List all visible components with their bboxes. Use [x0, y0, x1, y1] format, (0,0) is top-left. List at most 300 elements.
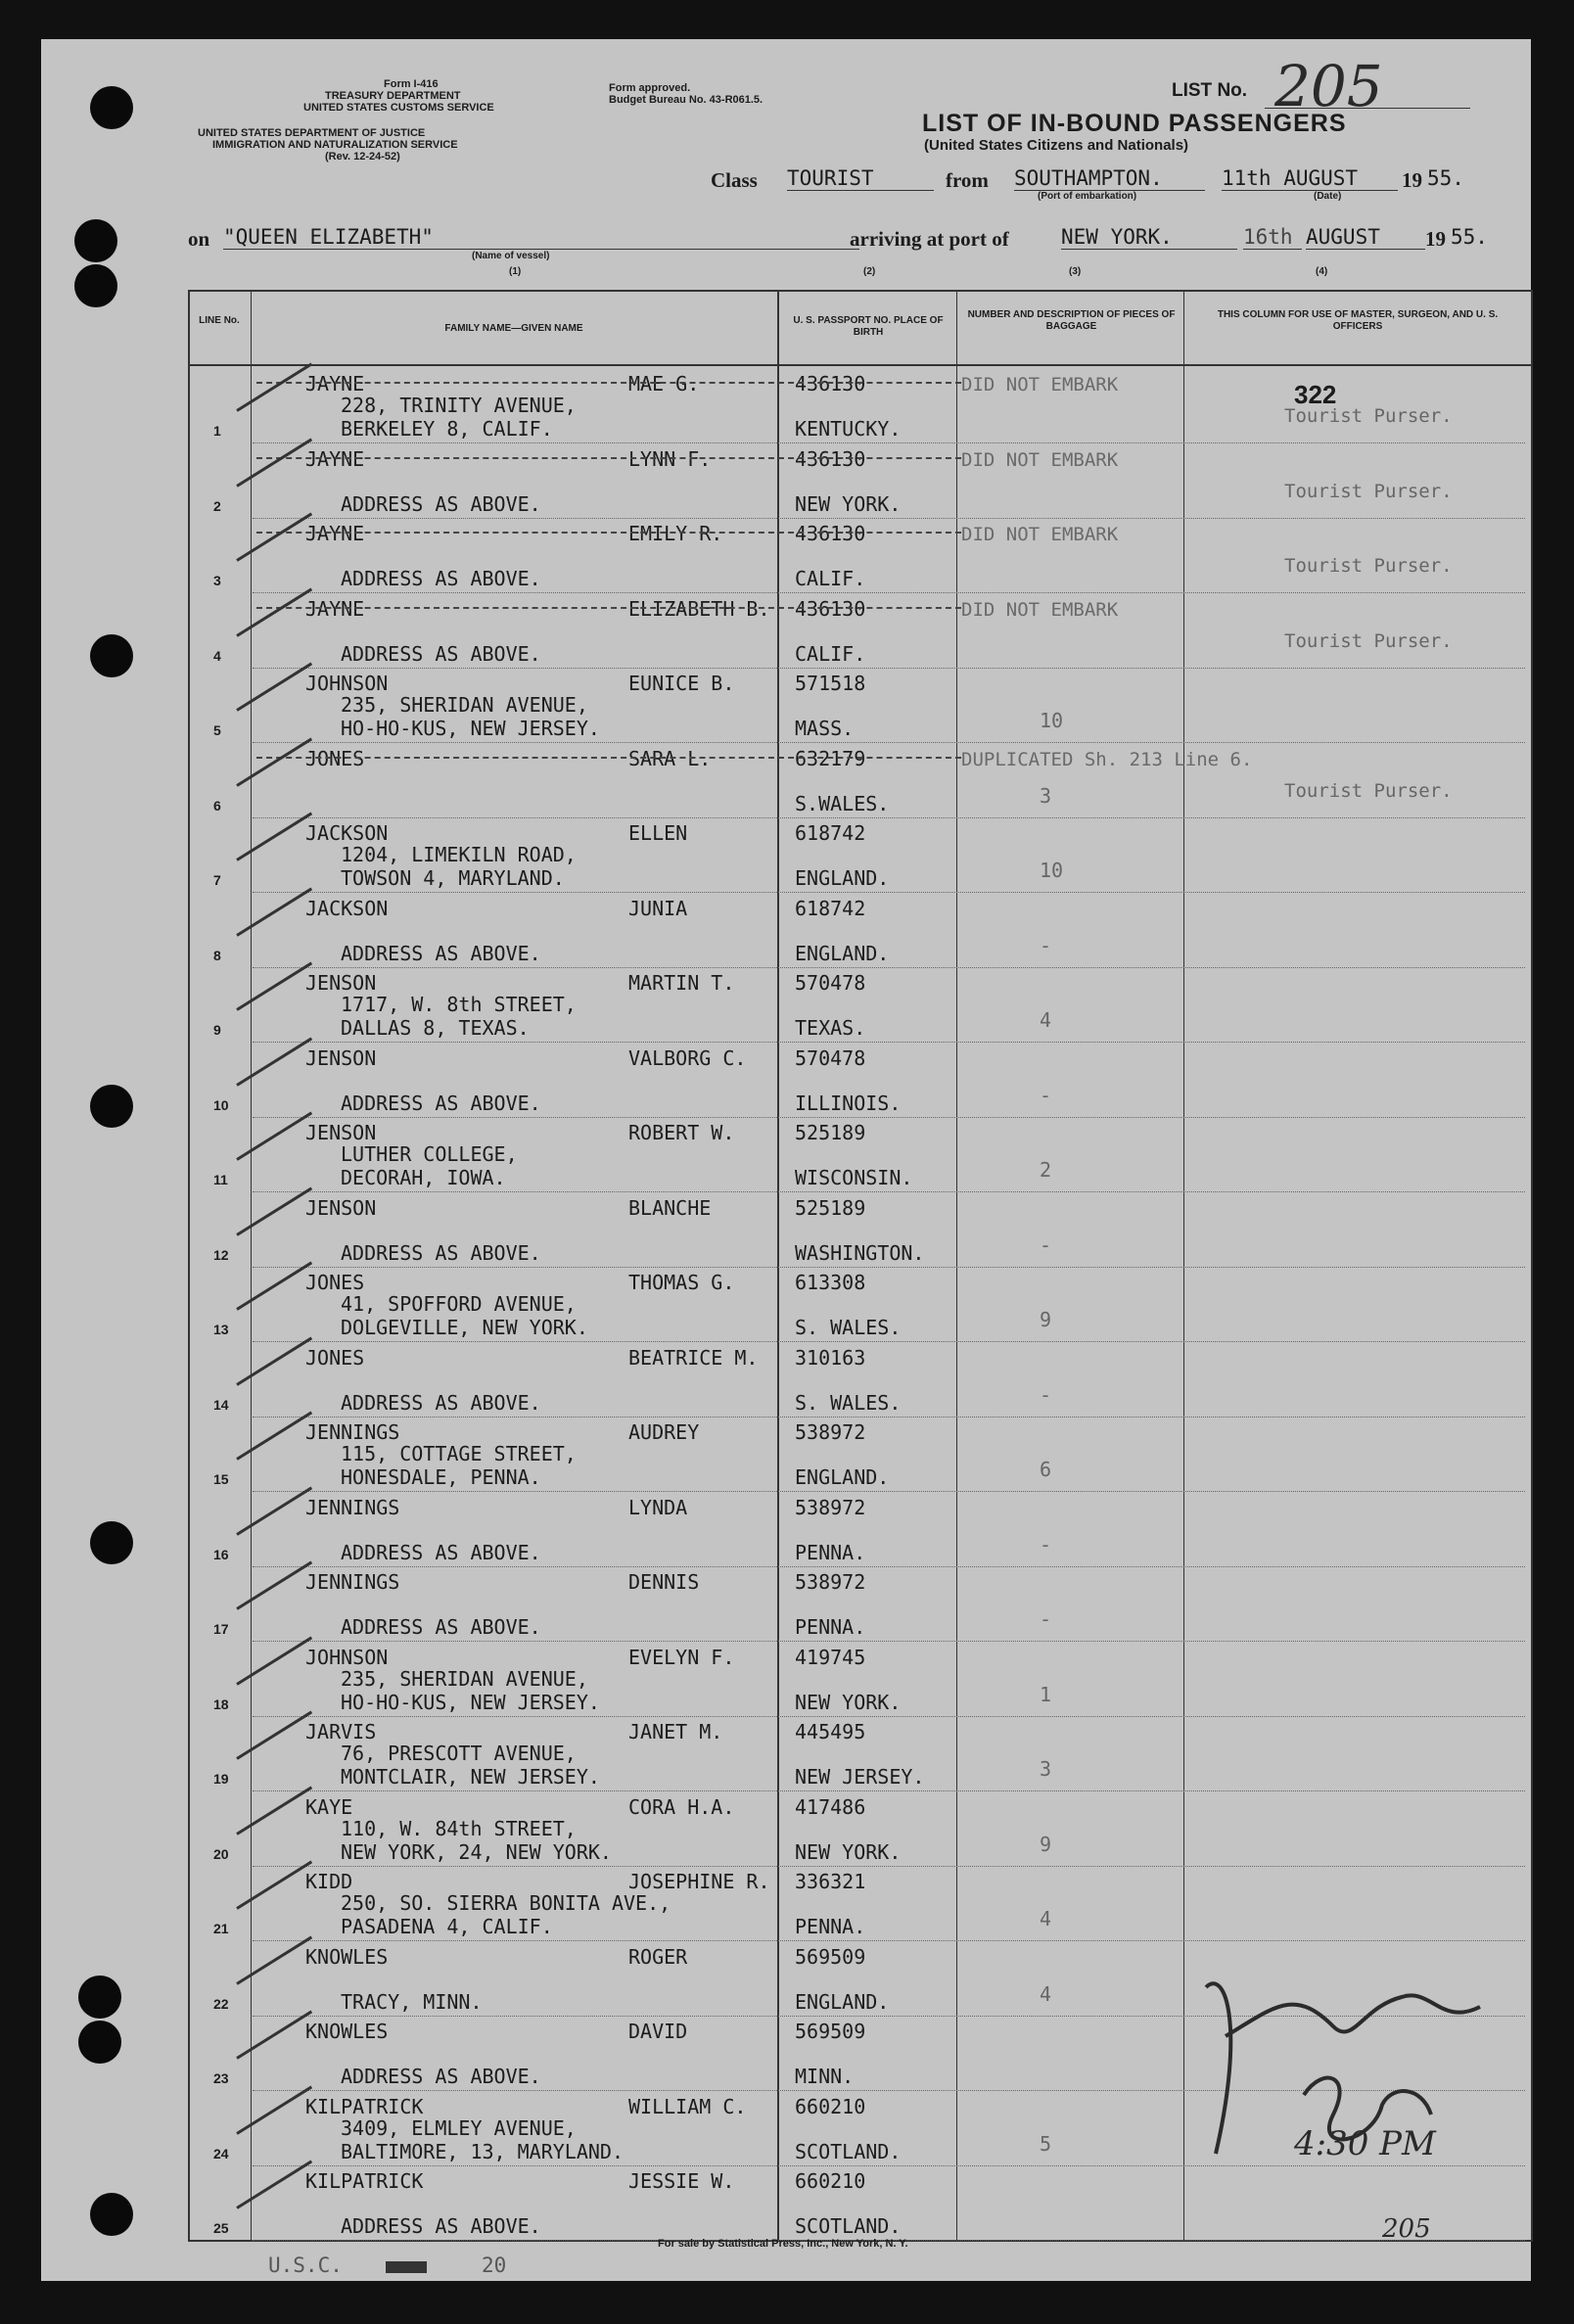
purser-note: Tourist Purser. — [1284, 405, 1453, 427]
row-rule — [253, 1566, 1525, 1567]
from-label: from — [946, 168, 989, 192]
check-mark — [236, 813, 312, 861]
place-of-birth: MASS. — [795, 717, 855, 740]
address-line-2: BALTIMORE, 13, MARYLAND. — [341, 2139, 624, 2163]
passport-number: 525189 — [795, 1121, 866, 1144]
line-number: 24 — [213, 2145, 229, 2161]
given-name: JANET M. — [628, 1720, 723, 1743]
passport-number: 436130 — [795, 372, 866, 395]
col-header-line: LINE No. — [199, 315, 240, 326]
place-of-birth: ENGLAND. — [795, 1989, 890, 2014]
given-name: JESSIE W. — [628, 2169, 735, 2193]
line-number: 3 — [213, 573, 221, 588]
check-mark — [236, 1486, 312, 1535]
printer-credit: For sale by Statistical Press, Inc., New York, N. Y. — [658, 2238, 908, 2250]
baggage-count: 2 — [1040, 1158, 1052, 1182]
check-mark — [236, 2161, 312, 2209]
baggage-count: - — [1040, 1232, 1052, 1257]
place-of-birth: NEW JERSEY. — [795, 1765, 925, 1789]
baggage-count: 3 — [1040, 783, 1052, 808]
family-name: JENNINGS — [305, 1495, 400, 1519]
row-rule — [253, 742, 1525, 743]
col-header-name: FAMILY NAME—GIVEN NAME — [444, 323, 583, 334]
vessel-caption: (Name of vessel) — [472, 251, 550, 261]
punch-hole — [90, 1521, 133, 1564]
row-rule — [253, 668, 1525, 669]
passport-number: 538972 — [795, 1420, 866, 1444]
budget-bureau: Budget Bureau No. 43-R061.5. — [609, 94, 764, 106]
table-row — [41, 895, 1531, 969]
row-rule — [253, 442, 1525, 443]
punch-hole — [90, 86, 133, 129]
given-name: JUNIA — [628, 896, 688, 920]
given-name: THOMAS G. — [628, 1271, 735, 1294]
place-of-birth: PENNA. — [795, 1540, 866, 1564]
check-mark — [236, 1186, 312, 1235]
check-mark — [236, 1935, 312, 1984]
family-name: JONES — [305, 1271, 365, 1294]
place-of-birth: PENNA. — [795, 1915, 866, 1938]
family-name: JENNINGS — [305, 1420, 400, 1444]
line-number: 11 — [213, 1172, 228, 1187]
given-name: ELLEN — [628, 821, 688, 845]
check-mark — [236, 2085, 312, 2134]
address-line-2: TRACY, MINN. — [341, 1989, 483, 2014]
check-mark — [236, 962, 312, 1011]
given-name: SARA L. — [628, 746, 712, 770]
row-rule — [253, 1866, 1525, 1867]
address-line-1: 41, SPOFFORD AVENUE, — [341, 1292, 577, 1316]
line-number: 17 — [213, 1621, 229, 1637]
line-number: 15 — [213, 1471, 229, 1487]
year2-prefix: 19 — [1425, 227, 1446, 251]
address-line-2: ADDRESS AS ABOVE. — [341, 1615, 541, 1639]
passport-number: 525189 — [795, 1195, 866, 1220]
address-line-2: HONESDALE, PENNA. — [341, 1465, 541, 1489]
given-name: MAE G. — [628, 372, 700, 395]
address-line-1: 1204, LIMEKILN ROAD, — [341, 843, 577, 866]
passport-number: 538972 — [795, 1495, 866, 1519]
arrival-day: 16th — [1243, 225, 1302, 250]
check-mark — [236, 513, 312, 562]
family-name: JARVIS — [305, 1720, 377, 1743]
given-name: BLANCHE — [628, 1195, 712, 1220]
row-rule — [253, 518, 1525, 519]
row-note: DID NOT EMBARK — [961, 598, 1119, 621]
check-mark — [236, 887, 312, 936]
table-row — [41, 1644, 1531, 1718]
check-mark — [236, 737, 312, 786]
row-rule — [253, 1790, 1525, 1791]
table-row — [41, 1868, 1531, 1942]
passport-number: 336321 — [795, 1870, 866, 1893]
table-row — [41, 1793, 1531, 1868]
family-name: KILPATRICK — [305, 2169, 424, 2193]
passport-number: 436130 — [795, 522, 866, 545]
row-rule — [253, 1117, 1525, 1118]
col-index-1: (1) — [509, 266, 522, 277]
cancel-strike — [256, 607, 961, 609]
purser-note: Tourist Purser. — [1284, 480, 1453, 502]
address-line-2: ADDRESS AS ABOVE. — [341, 1240, 541, 1265]
table-row — [41, 1568, 1531, 1643]
baggage-count: 9 — [1040, 1308, 1052, 1331]
family-name: KIDD — [305, 1870, 353, 1893]
passport-number: 569509 — [795, 2020, 866, 2043]
given-name: EMILY R. — [628, 522, 723, 545]
place-of-birth: S.WALES. — [795, 791, 890, 815]
inspector-signature — [1186, 1948, 1519, 2232]
family-name: JENSON — [305, 1121, 377, 1144]
page-corner-number: 205 — [1382, 2214, 1431, 2244]
given-name: DAVID — [628, 2020, 688, 2043]
given-name: LYNDA — [628, 1495, 688, 1519]
family-name: JENSON — [305, 1046, 377, 1070]
table-row — [41, 1194, 1531, 1269]
port-embark-caption: (Port of embarkation) — [1038, 191, 1137, 202]
col-index-3: (3) — [1069, 266, 1082, 277]
check-mark — [236, 363, 312, 412]
row-rule — [253, 1641, 1525, 1642]
passport-number: 632179 — [795, 746, 866, 770]
year1-prefix: 19 — [1402, 168, 1422, 192]
place-of-birth: ENGLAND. — [795, 941, 890, 965]
check-mark — [236, 438, 312, 487]
revision: (Rev. 12-24-52) — [325, 151, 400, 163]
usc-number: 20 — [482, 2254, 507, 2277]
check-mark — [236, 1636, 312, 1685]
baggage-count: - — [1040, 1532, 1052, 1557]
family-name: KILPATRICK — [305, 2094, 424, 2118]
given-name: LYNN F. — [628, 446, 712, 471]
family-name: KAYE — [305, 1794, 353, 1819]
place-of-birth: NEW YORK. — [795, 491, 902, 516]
passport-number: 445495 — [795, 1720, 866, 1743]
table-row — [41, 1494, 1531, 1568]
passport-number: 571518 — [795, 672, 866, 695]
purser-note: Tourist Purser. — [1284, 555, 1453, 577]
row-rule — [253, 592, 1525, 593]
class-value: TOURIST — [787, 166, 934, 191]
passport-number: 436130 — [795, 596, 866, 621]
given-name: BEATRICE M. — [628, 1345, 759, 1370]
table-row — [41, 1119, 1531, 1193]
passport-number: 618742 — [795, 896, 866, 920]
table-row — [41, 819, 1531, 894]
check-mark — [236, 1112, 312, 1161]
punch-hole — [78, 1975, 121, 2019]
cancel-strike — [256, 382, 961, 384]
line-number: 9 — [213, 1022, 221, 1038]
baggage-count: - — [1040, 1382, 1052, 1407]
place-of-birth: CALIF. — [795, 641, 866, 666]
table-row — [41, 670, 1531, 744]
place-of-birth: MINN. — [795, 2065, 855, 2088]
line-number: 14 — [213, 1396, 229, 1413]
row-note: DID NOT EMBARK — [961, 524, 1119, 545]
check-mark — [236, 1561, 312, 1610]
table-row — [41, 745, 1531, 819]
family-name: JOHNSON — [305, 672, 389, 695]
passport-number: 570478 — [795, 971, 866, 995]
punch-hole — [90, 2193, 133, 2236]
family-name: JAYNE — [305, 596, 365, 621]
table-row — [41, 520, 1531, 594]
col-header-baggage: NUMBER AND DESCRIPTION OF PIECES OF BAGGAGE — [967, 309, 1176, 332]
cancel-strike — [256, 532, 961, 534]
port-arrival: NEW YORK. — [1061, 225, 1237, 250]
family-name: JACKSON — [305, 896, 389, 920]
col-index-2: (2) — [863, 266, 876, 277]
table-row — [41, 1344, 1531, 1418]
arriving-label: arriving at port of — [850, 227, 1009, 251]
address-line-2: TOWSON 4, MARYLAND. — [341, 866, 565, 890]
line-number: 16 — [213, 1546, 229, 1562]
given-name: EVELYN F. — [628, 1645, 735, 1669]
treasury-dept: TREASURY DEPARTMENT — [325, 90, 461, 102]
check-mark — [236, 663, 312, 712]
row-rule — [253, 1491, 1525, 1492]
row-rule — [253, 817, 1525, 818]
place-of-birth: NEW YORK. — [795, 1690, 902, 1714]
purser-note: Tourist Purser. — [1284, 629, 1453, 652]
given-name: ELIZABETH B. — [628, 596, 770, 621]
given-name: MARTIN T. — [628, 971, 735, 995]
given-name: JOSEPHINE R. — [628, 1870, 770, 1893]
family-name: JONES — [305, 746, 365, 770]
given-name: EUNICE B. — [628, 672, 735, 695]
given-name: WILLIAM C. — [628, 2094, 747, 2118]
passport-number: 310163 — [795, 1345, 866, 1370]
passport-number: 570478 — [795, 1046, 866, 1070]
given-name: DENNIS — [628, 1570, 700, 1594]
address-line-1: 76, PRESCOTT AVENUE, — [341, 1742, 577, 1765]
place-of-birth: CALIF. — [795, 567, 866, 590]
place-of-birth: WISCONSIN. — [795, 1166, 913, 1189]
place-of-birth: ENGLAND. — [795, 1465, 890, 1489]
given-name: VALBORG C. — [628, 1046, 747, 1070]
list-label: LIST No. — [1172, 80, 1248, 101]
place-of-birth: KENTUCKY. — [795, 417, 902, 441]
ins: IMMIGRATION AND NATURALIZATION SERVICE — [212, 139, 458, 151]
address-line-2: ADDRESS AS ABOVE. — [341, 1091, 541, 1115]
line-number: 25 — [213, 2220, 229, 2236]
usc-label: U.S.C. — [268, 2254, 343, 2277]
address-line-2: BERKELEY 8, CALIF. — [341, 417, 553, 441]
year1-suffix: 55. — [1427, 166, 1464, 190]
check-mark — [236, 2011, 312, 2060]
baggage-count: - — [1040, 1607, 1052, 1631]
line-number: 4 — [213, 647, 221, 664]
purser-note: Tourist Purser. — [1284, 779, 1453, 802]
line-number: 22 — [213, 1995, 229, 2012]
address-line-2: ADDRESS AS ABOVE. — [341, 941, 541, 965]
address-line-2: PASADENA 4, CALIF. — [341, 1915, 553, 1938]
baggage-count: 5 — [1040, 2131, 1052, 2156]
line-number: 2 — [213, 497, 221, 514]
arrival-month: AUGUST — [1306, 225, 1425, 250]
check-mark — [236, 1037, 312, 1086]
check-mark — [236, 1711, 312, 1760]
address-line-1: 3409, ELMLEY AVENUE, — [341, 2115, 577, 2140]
passport-number: 569509 — [795, 1944, 866, 1969]
given-name: ROGER — [628, 1944, 688, 1969]
address-line-2: ADDRESS AS ABOVE. — [341, 1390, 541, 1415]
table-header-rule — [188, 364, 1531, 366]
address-line-2: HO-HO-KUS, NEW JERSEY. — [341, 717, 600, 740]
row-rule — [253, 967, 1525, 968]
place-of-birth: WASHINGTON. — [795, 1240, 925, 1265]
address-line-2: MONTCLAIR, NEW JERSEY. — [341, 1765, 600, 1789]
address-line-2: DECORAH, IOWA. — [341, 1166, 506, 1189]
family-name: JAYNE — [305, 522, 365, 545]
line-number: 13 — [213, 1322, 229, 1337]
row-rule — [253, 1417, 1525, 1418]
doj: UNITED STATES DEPARTMENT OF JUSTICE — [198, 127, 426, 139]
line-number: 6 — [213, 797, 221, 813]
family-name: JAYNE — [305, 446, 365, 471]
baggage-count: 4 — [1040, 1981, 1052, 2006]
date-embarkation: 11th AUGUST — [1222, 166, 1398, 191]
baggage-count: - — [1040, 933, 1052, 957]
form-approved: Form approved. — [609, 82, 691, 94]
passport-number: 618742 — [795, 821, 866, 845]
family-name: JENSON — [305, 1195, 377, 1220]
baggage-count: 1 — [1040, 1682, 1052, 1706]
baggage-count: 3 — [1040, 1757, 1052, 1781]
line-number: 18 — [213, 1696, 229, 1712]
passport-number: 660210 — [795, 2169, 866, 2193]
line-number: 12 — [213, 1246, 229, 1263]
table-row — [41, 1269, 1531, 1343]
table-row — [41, 1718, 1531, 1792]
address-line-2: NEW YORK, 24, NEW YORK. — [341, 1839, 612, 1864]
list-number: 205 — [1274, 53, 1383, 119]
date-caption: (Date) — [1314, 191, 1342, 202]
baggage-count: 10 — [1040, 859, 1064, 882]
family-name: JENNINGS — [305, 1570, 400, 1594]
table-row — [41, 1418, 1531, 1493]
table-row — [41, 969, 1531, 1044]
given-name: CORA H.A. — [628, 1794, 735, 1819]
table-row — [41, 370, 1531, 444]
row-note: DID NOT EMBARK — [961, 374, 1119, 395]
address-line-1: 228, TRINITY AVENUE, — [341, 394, 577, 417]
family-name: JENSON — [305, 971, 377, 995]
check-mark — [236, 1336, 312, 1385]
given-name: AUDREY — [628, 1420, 700, 1444]
passport-number: 417486 — [795, 1794, 866, 1819]
class-label: Class — [711, 168, 758, 192]
address-line-1: 110, W. 84th STREET, — [341, 1816, 577, 1840]
address-line-1: LUTHER COLLEGE, — [341, 1142, 518, 1166]
row-rule — [253, 1191, 1525, 1192]
passport-number: 419745 — [795, 1645, 866, 1669]
passport-number: 613308 — [795, 1271, 866, 1294]
line-number: 1 — [213, 423, 221, 439]
line-number: 5 — [213, 722, 221, 738]
row-rule — [253, 892, 1525, 893]
address-line-2: ADDRESS AS ABOVE. — [341, 641, 541, 666]
address-line-2: ADDRESS AS ABOVE. — [341, 491, 541, 516]
family-name: JOHNSON — [305, 1645, 389, 1669]
address-line-1: 250, SO. SIERRA BONITA AVE., — [341, 1891, 671, 1915]
check-mark — [236, 1412, 312, 1461]
line-number: 19 — [213, 1771, 229, 1787]
col-header-officers: THIS COLUMN FOR USE OF MASTER, SURGEON, AND U. S. OFFICERS — [1217, 309, 1499, 332]
place-of-birth: ENGLAND. — [795, 866, 890, 890]
check-mark — [236, 587, 312, 636]
check-mark — [236, 1786, 312, 1835]
line-number: 21 — [213, 1921, 229, 1936]
family-name: JONES — [305, 1345, 365, 1370]
punch-hole — [78, 2021, 121, 2064]
line-number: 8 — [213, 947, 221, 963]
place-of-birth: TEXAS. — [795, 1016, 866, 1040]
address-line-2: ADDRESS AS ABOVE. — [341, 2214, 541, 2238]
check-mark — [236, 1861, 312, 1910]
family-name: KNOWLES — [305, 1944, 389, 1969]
row-rule — [253, 1716, 1525, 1717]
table-row — [41, 445, 1531, 520]
row-rule — [253, 1341, 1525, 1342]
punch-hole — [74, 219, 117, 262]
passport-number: 436130 — [795, 446, 866, 471]
passport-number: 660210 — [795, 2094, 866, 2118]
line-number: 10 — [213, 1096, 229, 1113]
year2-suffix: 55. — [1451, 225, 1488, 249]
family-name: KNOWLES — [305, 2020, 389, 2043]
col-index-4: (4) — [1316, 266, 1328, 277]
punch-hole — [74, 264, 117, 307]
form-number: Form I-416 — [384, 78, 439, 90]
address-line-2: ADDRESS AS ABOVE. — [341, 1540, 541, 1564]
address-line-1: 235, SHERIDAN AVENUE, — [341, 1666, 588, 1691]
address-line-1: 1717, W. 8th STREET, — [341, 993, 577, 1016]
punch-hole — [90, 634, 133, 677]
line-number: 23 — [213, 2070, 229, 2086]
row-rule — [253, 1940, 1525, 1941]
line-number: 7 — [213, 872, 221, 888]
address-line-2: ADDRESS AS ABOVE. — [341, 2065, 541, 2088]
address-line-1: 235, SHERIDAN AVENUE, — [341, 693, 588, 717]
row-note: DID NOT EMBARK — [961, 448, 1119, 471]
family-name: JAYNE — [305, 372, 365, 395]
place-of-birth: S. WALES. — [795, 1390, 902, 1415]
baggage-count: 6 — [1040, 1458, 1052, 1481]
stamp-time: 4:30 PM — [1294, 2124, 1436, 2163]
form-title: LIST OF IN-BOUND PASSENGERS — [922, 110, 1347, 137]
baggage-count: - — [1040, 1083, 1052, 1107]
table-row — [41, 595, 1531, 670]
family-name: JACKSON — [305, 821, 389, 845]
customs-service: UNITED STATES CUSTOMS SERVICE — [303, 102, 494, 114]
row-rule — [253, 1042, 1525, 1043]
on-label: on — [188, 227, 210, 251]
address-line-2: DOLGEVILLE, NEW YORK. — [341, 1316, 588, 1339]
address-line-1: 115, COTTAGE STREET, — [341, 1442, 577, 1465]
place-of-birth: ILLINOIS. — [795, 1091, 902, 1115]
given-name: ROBERT W. — [628, 1121, 735, 1144]
cancel-strike — [256, 457, 961, 459]
address-line-2: ADDRESS AS ABOVE. — [341, 567, 541, 590]
punch-hole — [90, 1085, 133, 1128]
passport-number: 538972 — [795, 1570, 866, 1594]
baggage-count: 4 — [1040, 1008, 1052, 1032]
place-of-birth: SCOTLAND. — [795, 2139, 902, 2163]
line-number: 20 — [213, 1845, 229, 1862]
address-line-2: HO-HO-KUS, NEW JERSEY. — [341, 1690, 600, 1714]
